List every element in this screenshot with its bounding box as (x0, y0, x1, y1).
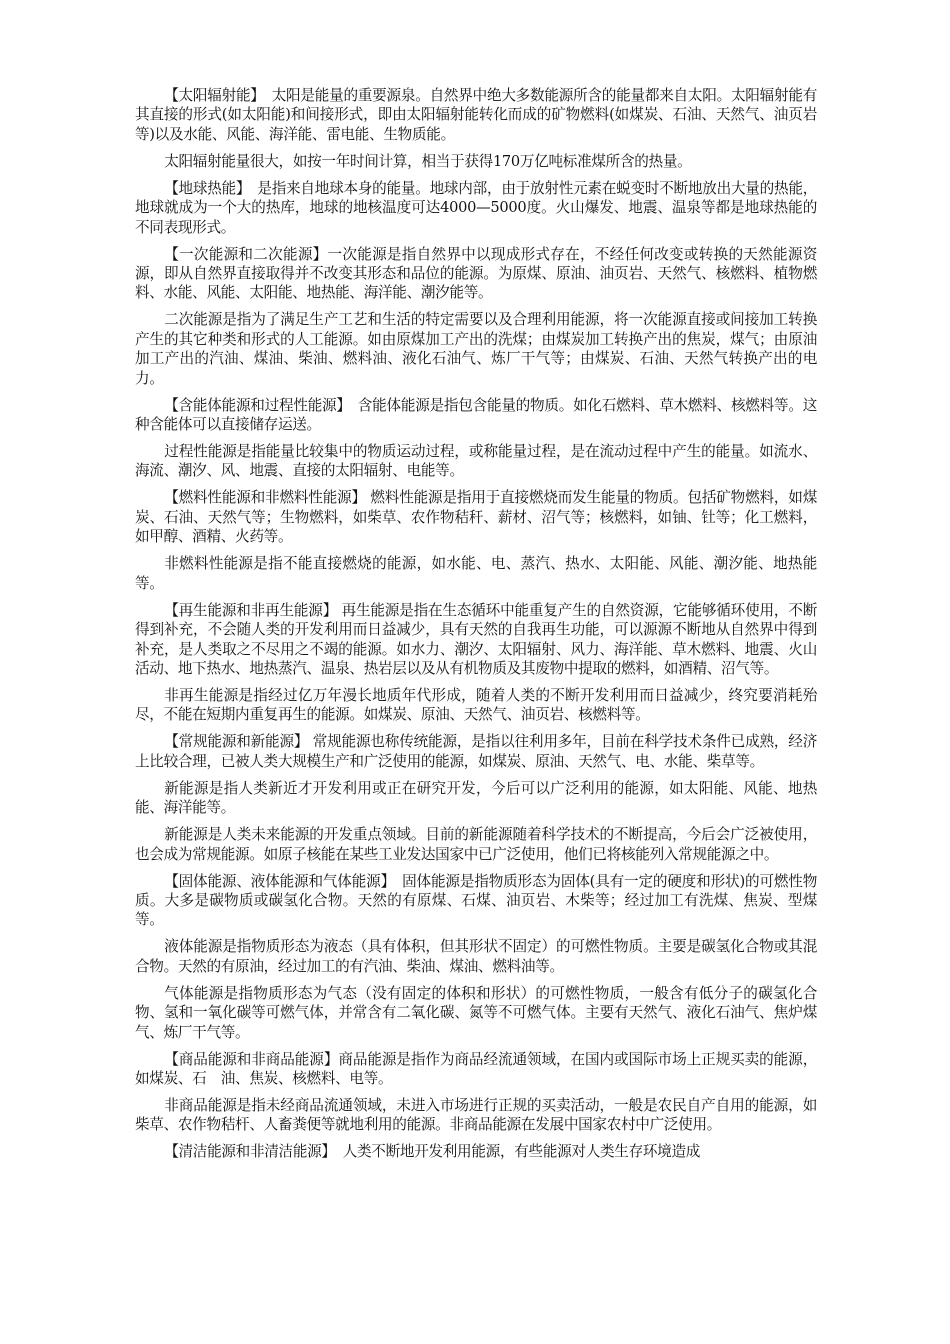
paragraph-earth-heat: 【地球热能】 是指来自地球本身的能量。地球内部，由于放射性元素在蜕变时不断地放出大量的热能，地球就成为一个大的热库，地球的地核温度可达4000—5000度。火山爆发、地震、温泉等都是地球热能的不同表现形式。 (135, 179, 817, 236)
paragraph-liquid-energy: 液体能源是指物质形态为液态（具有体积，但其形状不固定）的可燃性物质。主要是碳氢化合物或其混合物。天然的有原油，经过加工的有汽油、柴油、煤油、燃料油等。 (135, 938, 817, 975)
paragraph-non-commercial-energy: 非商品能源是指未经商品流通领域，未进入市场进行正规的买卖活动，一般是农民自产自用的能源，如柴草、农作物秸杆、人畜粪便等就地利用的能源。非商品能源在发展中国家农村中广泛使用。 (135, 1096, 817, 1134)
paragraph-commercial-energy: 【商品能源和非商品能源】商品能源是指作为商品经流通领域，在国内或国际市场上正规买卖的能源，如煤炭、石 油、焦炭、核燃料、电等。 (135, 1050, 817, 1087)
paragraph-primary-energy: 【一次能源和二次能源】一次能源是指自然界中以现成形式存在，不经任何改变或转换的天然能源资源，即从自然界直接取得并不改变其形态和品位的能源。为原煤、原油、油页岩、天然气、核燃料、植物燃料、水能、风能、太阳能、地热能、海洋能、潮汐能等。 (135, 245, 817, 302)
paragraph-non-renewable-energy: 非再生能源是指经过亿万年漫长地质年代形成，随着人类的不断开发利用而日益减少，终究要消耗殆尽，不能在短期内重复再生的能源。如煤炭、原油、天然气、油页岩、核燃料等。 (135, 686, 817, 724)
paragraph-gas-energy: 气体能源是指物质形态为气态（没有固定的体积和形状）的可燃性物质，一般含有低分子的碳氢化合物、氢和一氧化碳等可燃气体，并常含有二氧化碳、氮等不可燃气体。主要有天然气、液化石油气、焦炉煤气、炼厂干气等。 (135, 984, 817, 1041)
paragraph-fuel-energy: 【燃料性能源和非燃料性能源】 燃料性能源是指用于直接燃烧而发生能量的物质。包括矿物燃料，如煤炭、石油、天然气等；生物燃料，如柴草、农作物秸秆、薪材、沼气等；核燃料，如铀、钍等；化工燃料，如甲醇、酒精、火药等。 (135, 489, 817, 546)
paragraph-solar-radiation: 【太阳辐射能】 太阳是能量的重要源泉。自然界中绝大多数能源所含的能量都来自太阳。太阳辐射能有其直接的形式(如太阳能)和间接形式，即由太阳辐射能转化而成的矿物燃料(如煤炭、石油、天然气、油页岩等)以及水能、风能、海洋能、雷电能、生物质能。 (135, 87, 817, 143)
paragraph-new-energy-future: 新能源是人类未来能源的开发重点领域。目前的新能源随着科学技术的不断提高，今后会广泛被使用，也会成为常规能源。如原子核能在某些工业发达国家中已广泛使用，他们已将核能列入常规能源之中。 (135, 826, 817, 863)
paragraph-renewable-energy: 【再生能源和非再生能源】 再生能源是指在生态循环中能重复产生的自然资源，它能够循环使用，不断得到补充，不会随人类的开发利用而日益减少，具有天然的自我再生功能，可以源源不断地从自然界中得到补充，是人类取之不尽用之不竭的能源。如水力、潮汐、太阳辐射、风力、海洋能、草木燃料、地震、火山活动、地下热水、地热蒸汽、温泉、热岩层以及从有机物质及其废物中提取的燃料，如酒精、沼气等。 (135, 601, 817, 677)
paragraph-solar-amount: 太阳辐射能量很大，如按一年时间计算，相当于获得170万亿吨标准煤所含的热量。 (164, 152, 692, 170)
paragraph-non-fuel-energy: 非燃料性能源是指不能直接燃烧的能源，如水能、电、蒸汽、热水、太阳能、风能、潮汐能、地热能等。 (135, 555, 817, 592)
paragraph-new-energy: 新能源是指人类新近才开发利用或正在研究开发，今后可以广泛利用的能源，如太阳能、风能、地热能、海洋能等。 (135, 779, 817, 817)
paragraph-conventional-energy: 【常规能源和新能源】 常规能源也称传统能源，是指以往利用多年，目前在科学技术条件已成熟，经济上比较合理，已被人类大规模生产和广泛使用的能源，如煤炭、原油、天然气、电、水能、柴草等。 (135, 733, 817, 770)
paragraph-solid-energy: 【固体能源、液体能源和气体能源】 固体能源是指物质形态为固体(具有一定的硬度和形状)的可燃性物质。大多是碳物质或碳氢化合物。天然的有原煤、石煤、油页岩、木柴等；经过加工有洗煤、焦炭、型煤等。 (135, 872, 817, 929)
document-body (135, 86, 817, 1169)
paragraph-energy-carrier: 【含能体能源和过程性能源】 含能体能源是指包含能量的物质。如化石燃料、草木燃料、核燃料等。这种含能体可以直接储存运送。 (135, 396, 817, 434)
paragraph-secondary-energy: 二次能源是指为了满足生产工艺和生活的特定需要以及合理利用能源，将一次能源直接或间接加工转换产生的其它种类和形式的人工能源。如由原煤加工产出的洗煤；由煤炭加工转换产出的焦炭，煤气；由原油加工产出的汽油、煤油、柴油、燃料油、液化石油气、炼厂干气等；由煤炭、石油、天然气转换产出的电力。 (135, 311, 817, 387)
paragraph-process-energy: 过程性能源是指能量比较集中的物质运动过程，或称能量过程，是在流动过程中产生的能量。如流水、海流、潮汐、风、地震、直接的太阳辐射、电能等。 (135, 443, 817, 480)
paragraph-clean-energy: 【清洁能源和非清洁能源】 人类不断地开发利用能源，有些能源对人类生存环境造成 (164, 1143, 701, 1161)
